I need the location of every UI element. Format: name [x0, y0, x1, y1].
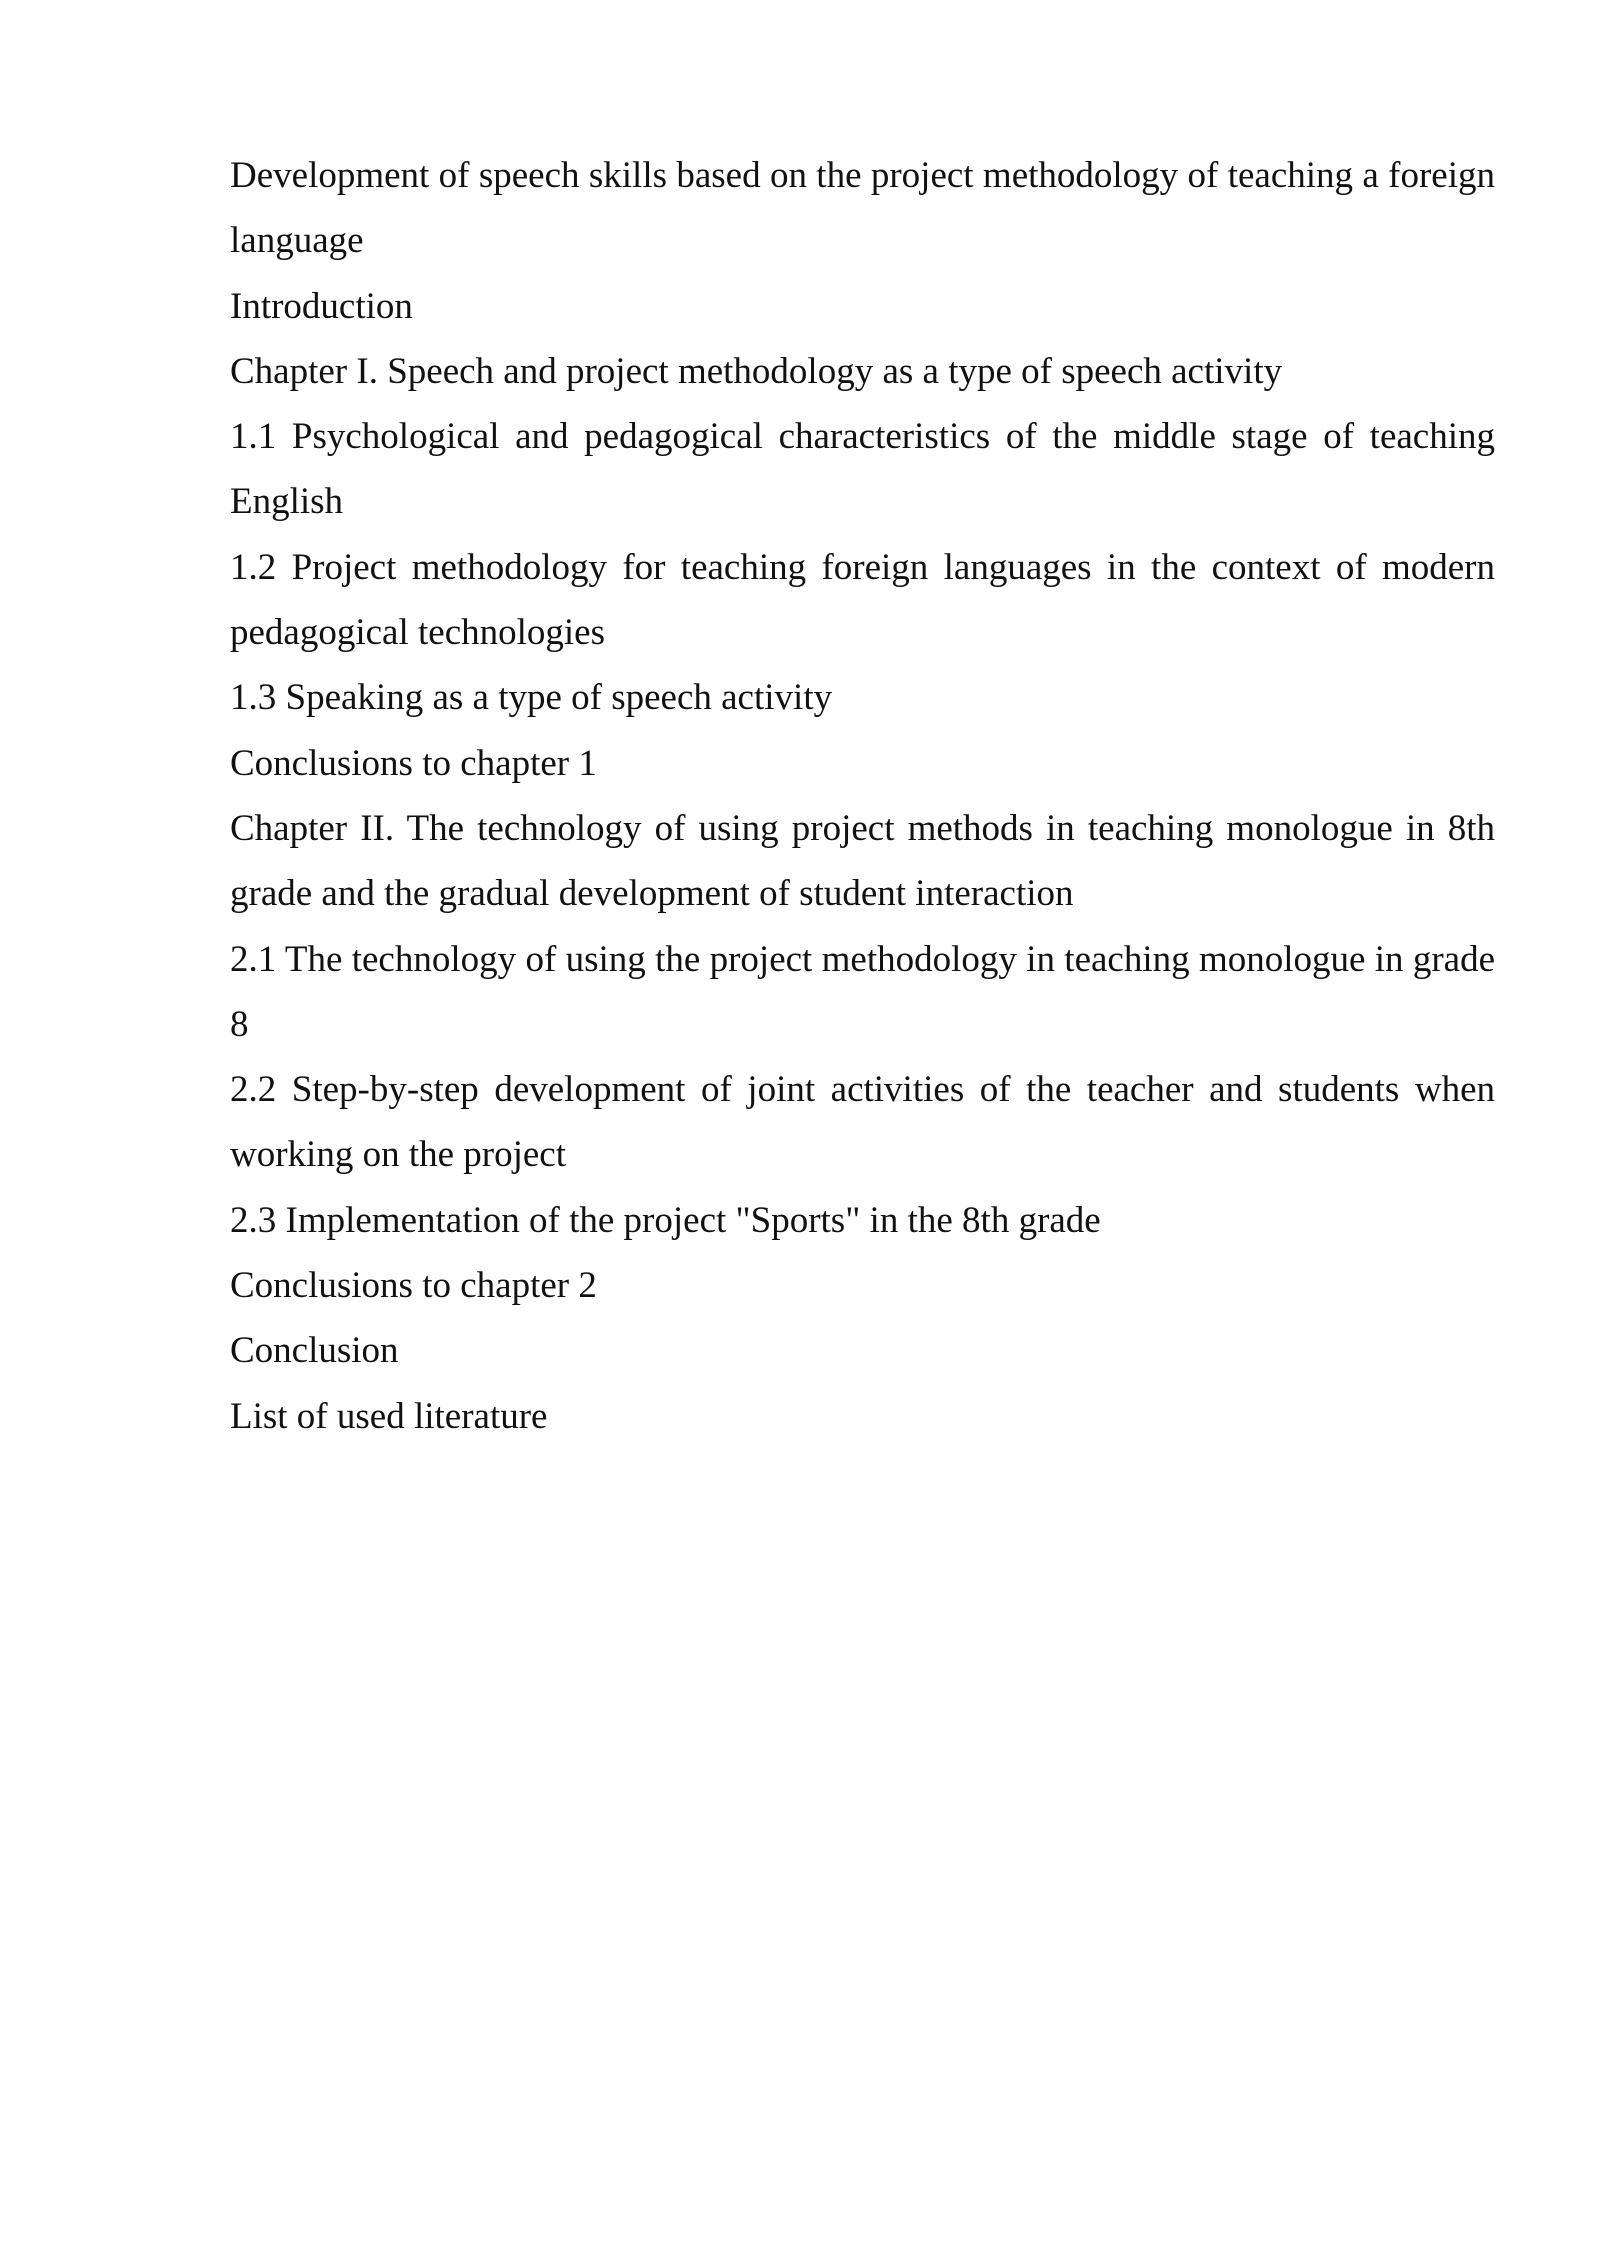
toc-item-conclusions-chapter-1: Conclusions to chapter 1: [230, 742, 597, 784]
toc-item-chapter-1: Chapter I. Speech and project methodology as a type of speech activity: [230, 350, 1283, 392]
toc-item-section-1-1: 1.1 Psychological and pedagogical characteristics of the middle stage of teaching English: [230, 416, 1495, 523]
toc-item-conclusions-chapter-2: Conclusions to chapter 2: [230, 1265, 597, 1307]
toc-item-section-2-2: 2.2 Step-by-step development of joint activities of the teacher and students when working on the project: [230, 1069, 1495, 1176]
toc-item-section-2-1: 2.1 The technology of using the project methodology in teaching monologue in grade 8: [230, 938, 1495, 1045]
toc-item-section-1-3: 1.3 Speaking as a type of speech activity: [230, 677, 833, 719]
toc-item-section-2-3: 2.3 Implementation of the project "Sports" in the 8th grade: [230, 1199, 1101, 1241]
toc-item-literature: List of used literature: [230, 1395, 548, 1437]
table-of-contents: [230, 143, 1495, 1449]
toc-item-conclusion: Conclusion: [230, 1330, 399, 1372]
toc-item-chapter-2: Chapter II. The technology of using project methods in teaching monologue in 8th grade and the gradual development of student interaction: [230, 807, 1495, 915]
document-title: Development of speech skills based on the project methodology of teaching a foreign language: [230, 155, 1495, 262]
toc-item-introduction: Introduction: [230, 285, 413, 327]
toc-item-section-1-2: 1.2 Project methodology for teaching foreign languages in the context of modern pedagogical technologies: [230, 546, 1495, 654]
